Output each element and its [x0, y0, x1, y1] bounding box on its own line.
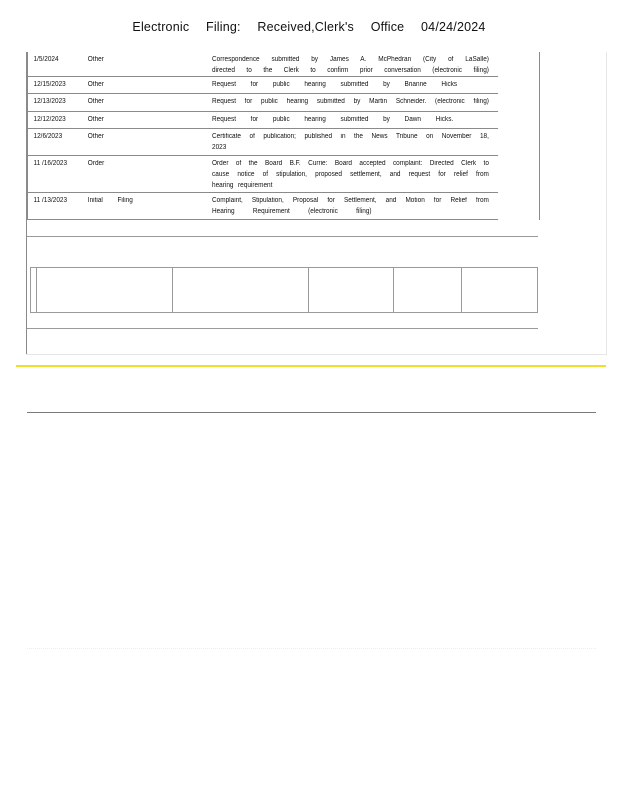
docket-date: 12/13/2023: [33, 98, 66, 105]
empty-cell: [394, 268, 462, 312]
docket-description: [212, 94, 498, 108]
section-divider: [27, 328, 538, 329]
docket-description-line: Request for public hearing submitted by Martin Schneider. (electronic filing): [212, 98, 489, 105]
docket-description-line: Complaint, Stipulation, Proposal for Settlement, and Motion for Relief from: [212, 197, 489, 204]
empty-cell: [309, 268, 394, 312]
faint-rule: [27, 648, 596, 650]
docket-description-line: Request for public hearing submitted by Dawn Hicks.: [212, 116, 454, 123]
docket-type: Other: [87, 56, 104, 63]
horizontal-rule: [27, 412, 596, 413]
docket-description: [212, 156, 498, 192]
docket-description: [212, 77, 498, 91]
header-electronic: Electronic: [132, 20, 190, 34]
docket-date: 11 /13/2023: [33, 197, 68, 204]
docket-type: Other: [87, 116, 104, 123]
docket-description-line: Certificate of publication; published in the News Tribune on November 18,: [212, 133, 489, 140]
docket-row: [28, 112, 498, 129]
empty-cell: [173, 268, 309, 312]
docket-row: [28, 193, 498, 220]
docket-description: [212, 193, 498, 218]
docket-date: 1/5/2024: [33, 56, 59, 63]
docket-date: 12/15/2023: [33, 81, 66, 88]
header-office: Office: [370, 20, 405, 34]
docket-type: Other: [87, 133, 104, 140]
docket-date: 12/12/2023: [33, 116, 66, 123]
docket-date: 11 /16/2023: [33, 160, 68, 167]
docket-row: [28, 52, 498, 77]
empty-cell: [37, 268, 173, 312]
docket-description-line: Correspondence submitted by James A. McPhedran (City of LaSalle): [212, 56, 489, 63]
docket-type: Initial Filing: [87, 197, 133, 204]
docket-description: [212, 129, 498, 154]
docket-type: Other: [87, 98, 104, 105]
docket-description-line: directed to the Clerk to confirm prior conversation (electronic filing): [212, 67, 489, 74]
filing-stamp-header: [0, 20, 618, 34]
header-date: 04/24/2024: [421, 20, 486, 34]
docket-type: Other: [87, 81, 104, 88]
header-filing: Filing:: [205, 20, 241, 34]
header-received-clerks: Received,Clerk's: [257, 20, 355, 34]
docket-description-line: Hearing Requirement (electronic filing): [212, 208, 372, 215]
docket-date: 12/6/2023: [33, 133, 63, 140]
docket-description-line: hearing requirement: [212, 182, 273, 189]
section-divider: [27, 236, 538, 237]
docket-row: [28, 156, 498, 193]
docket-description-line: 2023: [212, 144, 227, 151]
yellow-highlight-rule: [16, 365, 606, 367]
docket-type: Order: [87, 160, 105, 167]
docket-description: [212, 112, 498, 126]
empty-cell: [462, 268, 537, 312]
docket-row: [28, 129, 498, 156]
docket-table: [27, 52, 540, 220]
docket-description-line: Order of the Board B.F. Currie: Board accepted complaint: Directed Clerk to: [212, 160, 489, 167]
docket-row: [28, 77, 498, 94]
docket-description-line: Request for public hearing submitted by Brianne Hicks: [212, 81, 458, 88]
docket-row: [28, 94, 498, 112]
empty-table: [30, 267, 538, 313]
docket-description: [212, 52, 498, 77]
docket-description-line: cause notice of stipulation, proposed settlement, and request for relief from: [212, 171, 489, 178]
